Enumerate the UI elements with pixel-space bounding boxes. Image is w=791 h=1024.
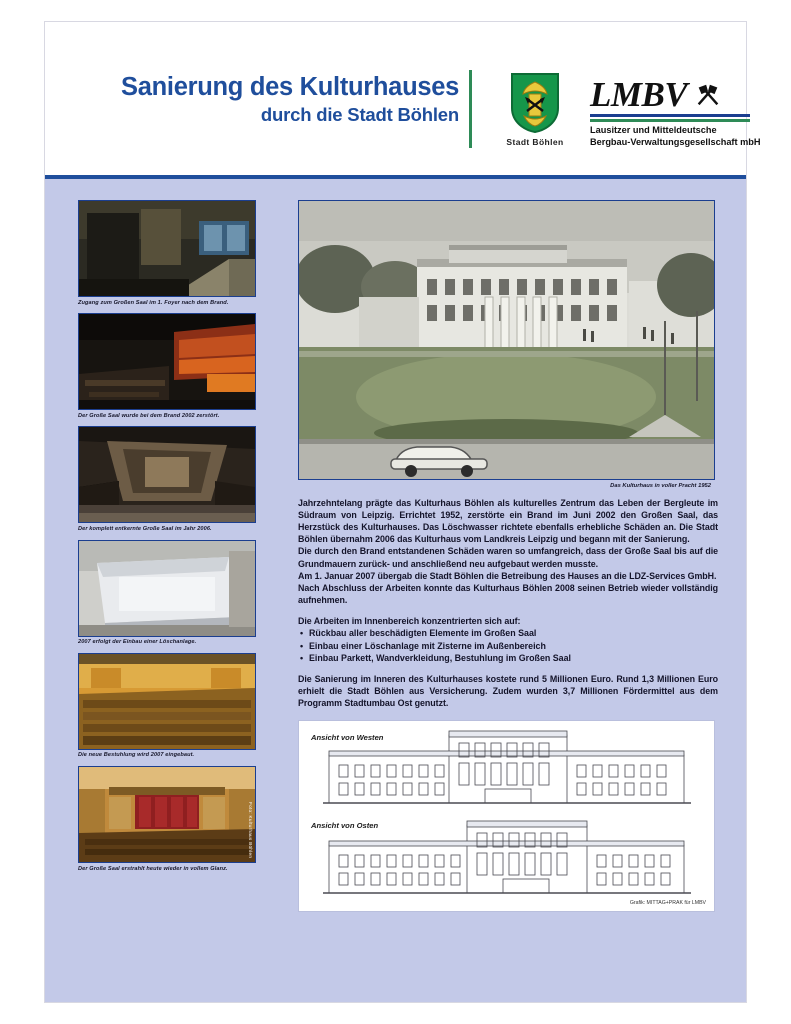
body-paragraph-cost: Die Sanierung im Inneren des Kulturhauses kostete rund 5 Millionen Euro. Rund 1,3 Millionen Euro erhielt die Stadt Böhlen aus Versicherung. Zudem wurden 3,7 Millionen Fördermittel aus dem Programm Stadtumbau Ost genutzt. (298, 674, 718, 709)
crest-label: Stadt Böhlen (506, 137, 564, 147)
photo-foyer-after-fire (78, 200, 256, 297)
photo-item (78, 426, 258, 532)
drawing-credit: Grafik: MITTAG+PRAK für LMBV (629, 900, 706, 907)
drawing-label-west: Ansicht von Westen (311, 733, 384, 743)
photo-item (78, 313, 258, 419)
body-paragraph-1: Jahrzehntelang prägte das Kulturhaus Böhlen als kulturelles Zentrum das Leben der Bergleute im Südraum von Leipzig. Errichtet 1952, zerstörte ein Brand im Juni 2002 den Großen Saal, das Herzstück des Kulturhauses. Das Löschwasser richtete ebenfalls erhebliche Schäden an. Die Stadt Böhlen übernahm 2006 das Kulturhaus vom Landkreis Leipzig und begann mit der Sanierung. (298, 498, 718, 545)
photo-new-seating (78, 653, 256, 750)
photo-hall-restored (78, 766, 256, 863)
body-paragraph-4: Nach Abschluss der Arbeiten konnte das Kulturhaus Böhlen 2008 seinen Betrieb wieder vollständig aufnehmen. (298, 582, 718, 605)
photo-item (78, 540, 258, 646)
poster-header (45, 22, 761, 175)
crest-icon (510, 72, 560, 134)
lmbv-logo (590, 77, 780, 148)
main-photo-caption: Das Kulturhaus in voller Pracht 1952 (610, 483, 711, 489)
photo-item (78, 200, 258, 306)
photo-hall-destroyed (78, 313, 256, 410)
photo-column (78, 200, 258, 879)
photo-credit: Foto: Kulturhaus Böhlen (248, 801, 253, 859)
body-paragraph-3: Am 1. Januar 2007 übergab die Stadt Böhlen die Betreibung des Hauses an die LDZ-Services GmbH. (298, 570, 717, 581)
photo-caption: Die neue Bestuhlung wird 2007 eingebaut. (78, 752, 195, 759)
lmbv-wordmark: LMBV (590, 75, 688, 114)
photo-caption: Der Große Saal wurde bei dem Brand 2002 zerstört. (78, 412, 220, 419)
poster-body (45, 179, 746, 1002)
crossed-hammers-icon (694, 81, 722, 109)
photo-item (78, 766, 258, 872)
works-intro: Die Arbeiten im Innenbereich konzentrierten sich auf: (298, 615, 521, 626)
works-list (298, 627, 718, 665)
stadt-boehlen-crest (497, 72, 573, 147)
content-column (298, 200, 718, 912)
elevation-drawing-svg (299, 721, 714, 911)
header-divider (469, 70, 472, 148)
body-paragraph-2: Die durch den Brand entstandenen Schäden waren so umfangreich, dass der Große Saal bis auf die Grundmauern zurück- und anschließend neu aufgebaut werden musste. (298, 546, 718, 569)
logo-bar-blue (590, 114, 750, 117)
list-item: • Einbau einer Löschanlage mit Zisterne im Außenbereich (309, 640, 718, 653)
logo-subtitle-line2: Bergbau-Verwaltungsgesellschaft mbH (590, 136, 761, 147)
photo-item (78, 653, 258, 759)
page-subtitle: durch die Stadt Böhlen (260, 103, 459, 125)
photo-caption: 2007 erfolgt der Einbau einer Löschanlage. (78, 639, 197, 646)
list-item: • Rückbau aller beschädigten Elemente im Großen Saal (309, 627, 718, 640)
photo-hall-gutted (78, 426, 256, 523)
elevation-drawings (298, 720, 715, 912)
photo-cistern-installation (78, 540, 256, 637)
page-title: Sanierung des Kulturhauses (121, 73, 459, 101)
logo-subtitle-line1: Lausitzer und Mitteldeutsche (590, 125, 717, 135)
logo-bar-green (590, 119, 750, 122)
list-item: • Einbau Parkett, Wandverkleidung, Bestuhlung im Großen Saal (309, 652, 718, 665)
photo-caption: Der komplett entkernte Große Saal im Jahr 2006. (78, 525, 212, 532)
drawing-label-east: Ansicht von Osten (311, 821, 379, 831)
photo-caption: Der Große Saal erstrahlt heute wieder in vollem Glanz. (78, 865, 228, 872)
poster (45, 22, 761, 1002)
title-block (89, 74, 459, 126)
photo-caption: Zugang zum Großen Saal im 1. Foyer nach dem Brand. (78, 299, 229, 306)
photo-kulturhaus-1952 (298, 200, 715, 480)
